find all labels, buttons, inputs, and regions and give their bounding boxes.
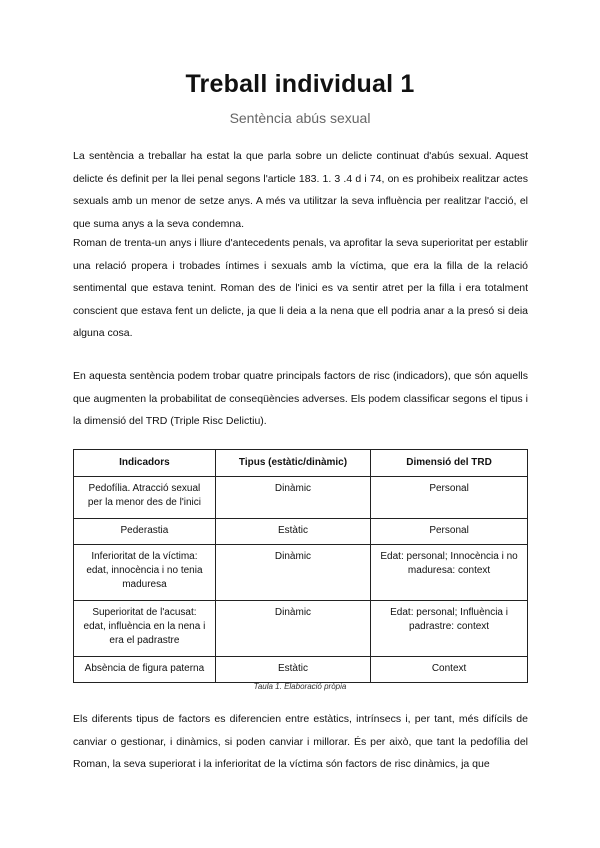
header-indicadors: Indicadors	[74, 450, 216, 477]
table-cell: Estàtic	[215, 657, 370, 683]
table-cell: Inferioritat de la víctima: edat, innocència i no tenia maduresa	[74, 545, 216, 601]
paragraph-intro: La sentència a treballar ha estat la que parla sobre un delicte continuat d'abús sexual. Aquest delicte és definit per la llei penal segons l'article 183. 1. 3 .4 d i 74, on es prohibeix realitzar actes sexuals amb un menor de setze anys. A més va utilitzar la seva influència per realitzar l'acció, el que suma anys a la seva condemna.	[73, 150, 528, 230]
table-cell: Dinàmic	[215, 601, 370, 657]
table-cell: Edat: personal; Innocència i no maduresa: context	[371, 545, 528, 601]
header-tipus: Tipus (estàtic/dinàmic)	[215, 450, 370, 477]
paragraph-case: Roman de trenta-un anys i lliure d'antecedents penals, va aprofitar la seva superioritat per establir una relació propera i trobades íntimes i sexuals amb la víctima, que era la filla de la relació sentimental que estava tenint. Roman des de l'inici es va sentir atret per la filla i era totalment conscient que estava fent un delicte, ja que li deia a la nena que ell podria anar a la presó si deia alguna cosa.	[73, 237, 528, 340]
table-cell: Personal	[371, 477, 528, 519]
header-dimensio: Dimensió del TRD	[371, 450, 528, 477]
table-cell: Estàtic	[215, 519, 370, 545]
document-subtitle: Sentència abús sexual	[229, 110, 371, 126]
table-cell: Edat: personal; Influència i padrastre: context	[371, 601, 528, 657]
table-cell: Absència de figura paterna	[74, 657, 216, 683]
table-row	[74, 657, 528, 683]
table-row	[74, 477, 528, 519]
paragraph-factor-types: Els diferents tipus de factors es diferencien entre estàtics, intrínsecs i, per tant, més difícils de canviar o gestionar, i dinàmics, si poden canviar i millorar. És per això, que tant la pedofília del Roman, la seva superiorat i la inferioritat de la víctima són factors de risc dinàmics, ja que	[73, 713, 528, 771]
paragraph-risk-factors: En aquesta sentència podem trobar quatre principals factors de risc (indicadors), que són aquells que augmenten la probabilitat de conseqüències adverses. Els podem classificar segons el tipus i la dimensió del TRD (Triple Risc Delictiu).	[73, 370, 528, 428]
table-cell: Personal	[371, 519, 528, 545]
risk-factors-table	[73, 449, 528, 683]
table-cell: Pedofília. Atracció sexual per la menor des de l'inici	[74, 477, 216, 519]
table-row	[74, 519, 528, 545]
table-row	[74, 545, 528, 601]
table-header-row	[74, 450, 528, 477]
table-cell: Dinàmic	[215, 545, 370, 601]
table-cell: Context	[371, 657, 528, 683]
table-cell: Dinàmic	[215, 477, 370, 519]
document-title: Treball individual 1	[185, 70, 415, 98]
table-cell: Superioritat de l'acusat: edat, influència en la nena i era el padrastre	[74, 601, 216, 657]
table-row	[74, 601, 528, 657]
table-cell: Pederastia	[74, 519, 216, 545]
table-caption: Taula 1. Elaboració pròpia	[253, 682, 347, 691]
